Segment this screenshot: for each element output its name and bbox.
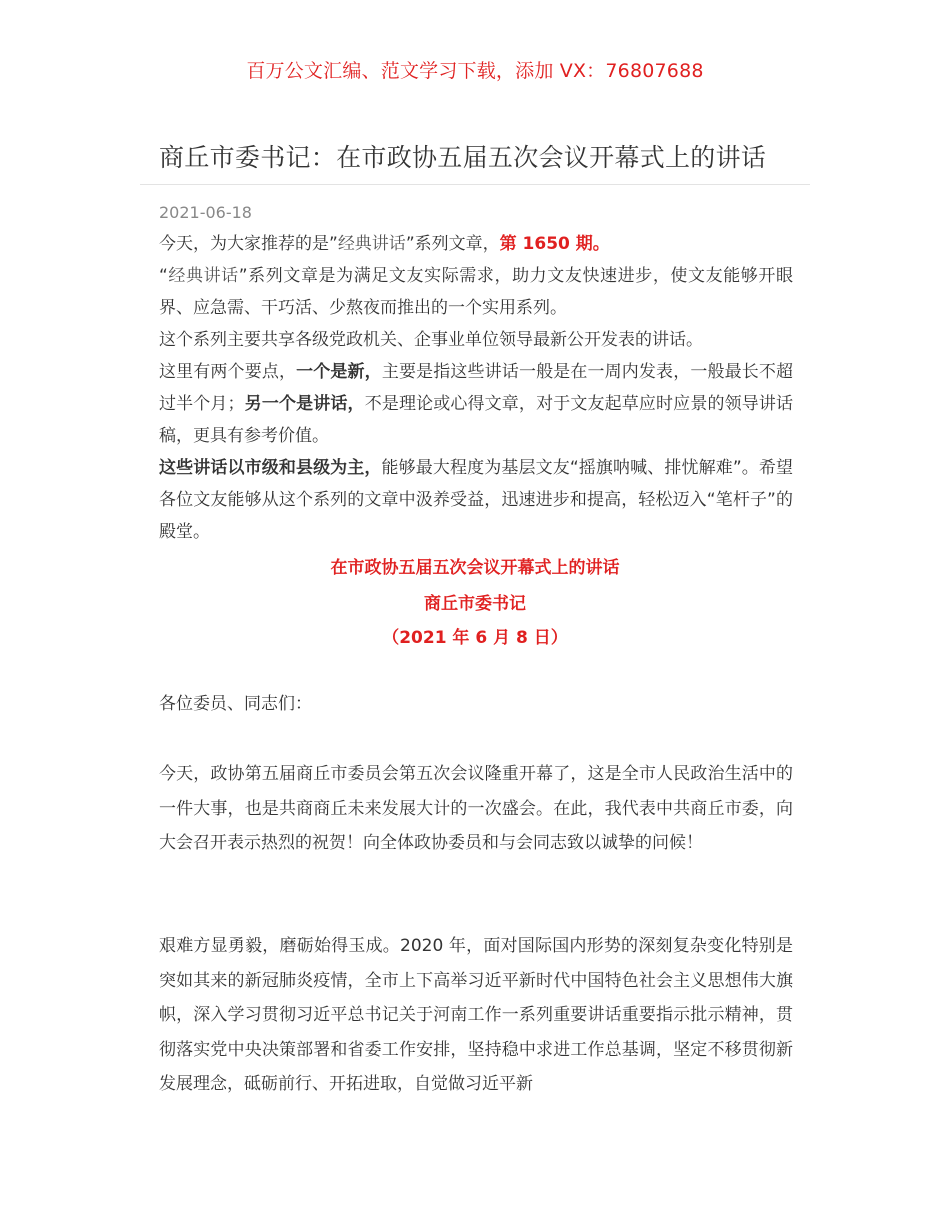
promo-banner: 百万公文汇编、范文学习下载，添加 VX：76807688 bbox=[246, 60, 704, 82]
intro-section bbox=[159, 228, 793, 548]
intro-paragraph-2: “经典讲话”系列文章是为满足文友实际需求，助力文友快速进步，使文友能够开眼界、应急需、干巧活、少熬夜而推出的一个实用系列。 bbox=[159, 266, 793, 318]
intro-paragraph-4: 这里有两个要点，一个是新，主要是指这些讲话一般是在一周内发表，一般最长不超过半个月；另一个是讲话，不是理论或心得文章，对于文友起草应时应景的领导讲话稿，更具有参考价值。 bbox=[159, 362, 794, 446]
salutation: 各位委员、同志们： bbox=[159, 694, 312, 714]
series-name: 经典讲话 bbox=[337, 234, 406, 254]
speech-speaker: 商丘市委书记 bbox=[424, 594, 526, 614]
speech-title: 在市政协五届五次会议开幕式上的讲话 bbox=[330, 558, 620, 578]
series-name: 经典讲话 bbox=[167, 266, 239, 286]
intro-paragraph-1: 今天，为大家推荐的是”经典讲话”系列文章，第 1650 期。 bbox=[159, 234, 610, 254]
intro-paragraph-3: 这个系列主要共享各级党政机关、企事业单位领导最新公开发表的讲话。 bbox=[159, 330, 703, 350]
speech-paragraph-1: 今天，政协第五届商丘市委员会第五次会议隆重开幕了，这是全市人民政治生活中的一件大事，也是共商商丘未来发展大计的一次盛会。在此，我代表中共商丘市委，向大会召开表示热烈的祝贺！向全体政协委员和与会同志致以诚挚的问候！ bbox=[159, 764, 793, 853]
speech-paragraph-2: 艰难方显勇毅，磨砺始得玉成。2020 年，面对国际国内形势的深刻复杂变化特别是突如其来的新冠肺炎疫情，全市上下高举习近平新时代中国特色社会主义思想伟大旗帜，深入学习贯彻习近平总书记关于河南工作一系列重要讲话重要指示批示精神，贯彻落实党中央决策部署和省委工作安排，坚持稳中求进工作总基调，坚定不移贯彻新发展理念，砥砺前行、开拓进取，自觉做习近平新 bbox=[159, 936, 793, 1094]
intro-paragraph-5: 这些讲话以市级和县级为主，能够最大程度为基层文友“摇旗呐喊、排忧解难”。希望各位文友能够从这个系列的文章中汲养受益，迅速进步和提高，轻松迈入“笔杆子”的殿堂。 bbox=[159, 458, 793, 542]
article-title: 商丘市委书记：在市政协五届五次会议开幕式上的讲话 bbox=[159, 143, 767, 172]
title-divider bbox=[140, 184, 810, 185]
speech-date: （2021 年 6 月 8 日） bbox=[382, 628, 568, 648]
issue-number: 第 1650 期。 bbox=[499, 234, 610, 254]
publish-date: 2021-06-18 bbox=[159, 203, 252, 222]
